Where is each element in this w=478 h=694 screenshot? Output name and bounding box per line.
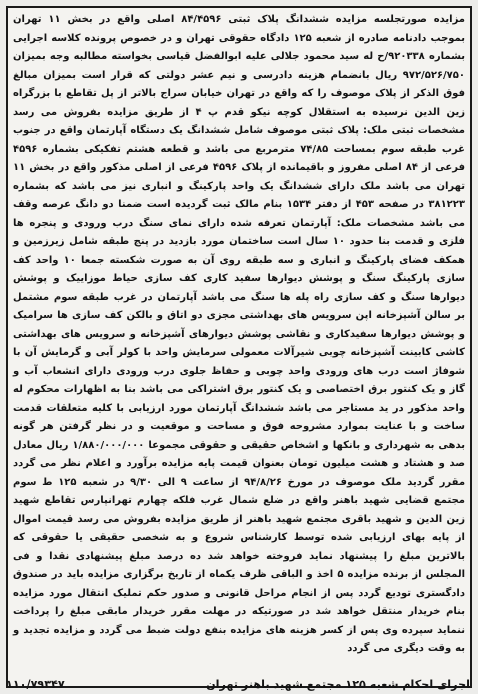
- notice-signature: اجرای احکام شعبه ۱۲۵ مجتمع شهید باهنر تهران: [206, 678, 470, 691]
- notice-code: ۱۱۰/۷۹۳۴۷: [6, 678, 65, 691]
- notice-body-text: مزایده صورتجلسه مزایده ششدانگ پلاک ثبتی ۸۴/۴۵۹۶ اصلی واقع در بخش ۱۱ تهران بموجب دادنامه صادره از شعبه ۱۲۵ دادگاه حقوقی تهران و در خصوص پرونده کلاسه اجرایی بشماره ۹۲۰۳۳۸/ح له سید محمود جلالی علیه ابوالفضل قیاسی بخواسته مطالبه وجه بمیزان ۹۷۲/۵۲۶/۷۵۰ ریال بانضمام هزینه دادرسی و نیم عشر دولتی که قرار است بمیزان مبالغ فوق الذکر از پلاک موصوف را که واقع در تهران خیابان سراج بالاتر از پل تقاطع با بزرگراه زین الدین نرسیده به استقلال کوچه نیکو قدم پ ۴ از طریق مزایده بفروش می رسد مشخصات ثبتی ملک: پلاک ثبتی موصوف شامل ششدانگ یک دستگاه آپارتمان واقع در جنوب غرب طبقه سوم بمساحت ۷۴/۸۵ مترمربع می باشد و قطعه هشتم تفکیکی بشماره ۴۵۹۶ فرعی از ۸۴ اصلی مفروز و باقیمانده از پلاک ۴۵۹۶ فرعی از اصلی مذکور واقع در بخش ۱۱ تهران می باشد ملک دارای ششدانگ یک واحد پارکینگ و انباری نیز می باشد که بشماره ۳۸۱۲۲۳ در صفحه ۴۵۳ از دفتر ۱۵۳۴ بنام مالک ثبت گردیده است ضمنا دو دانگ عرصه وقف می باشد مشخصات ملک: آپارتمان تعرفه شده دارای نمای سنگ درب ورودی و پنجره ها فلزی و قدمت بنا حدود ۱۰ سال است ساختمان مورد بازدید در پنج طبقه شامل زیرزمین و همکف فضای پارکینگ و انباری و سه طبقه روی آن به صورت شکسته جمعا ۱۰ واحد کف سازی پارکینگ سنگ و پوشش دیوارها سفید کاری کف سازی حیاط موزاییک و پوشش دیوارها سنگ و کف سازی راه پله ها سنگ می باشد آپارتمان در غرب طبقه سوم مشتمل بر سالن آشپزخانه اپن سرویس های بهداشتی مجزی دو اتاق و بالکن کف سازی ها سرامیک و پوشش دیوارها سفیدکاری و نقاشی پوشش دیوارهای آشپزخانه و سرویس های بهداشتی کاشی کابینت آشپزخانه چوبی شیرآلات معمولی سرمایش واحد با کولر آبی و گرمایش آن با شوفاژ است درب های ورودی واحد چوبی و حفاظ جلوی درب ورودی دارای انشعاب آب و گاز و یک کنتور برق اختصاصی و یک کنتور برق اشتراکی می باشد بنا به اظهارات محکوم له واحد مذکور در ید مستاجر می باشد ششدانگ آپارتمان مورد ارزیابی با کلیه متعلقات قدمت ساخت و با عنایت بموارد مشروحه فوق و مساحت و موقعیت و در نظر گرفتن هر گونه بدهی به شهرداری و بانکها و اشخاص حقیقی و حقوقی مجموعا ۱/۸۸۰/۰۰۰/۰۰۰ ریال معادل صد و هشتاد و هشت میلیون تومان بعنوان قیمت پایه مزایده برآورد و اعلام نظر می گردد مقرر گردید ملک موصوف در مورخ ۹۴/۸/۲۶ از ساعت ۹ الی ۹/۳۰ در شعبه ۱۲۵ ط سوم مجتمع قضایی شهید باهنر واقع در ضلع شمال غرب فلکه چهارم تهرانپارس تقاطع شهید زین الدین و شهید باقری مجتمع شهید باهنر از طریق مزایده بفروش می رسد قیمت اموال از پایه بهای ارزیابی شده توسط کارشناس شروع و به شخصی حقیقی یا حقوقی که بالاترین مبلغ را پیشنهاد نماید فروخته خواهد شد ده درصد مبلغ پیشنهادی نقدا و فی المجلس از برنده مزایده ۵ اخذ و الباقی ظرف یکماه از تاریخ برگزاری مزایده باید در صندوق دادگستری تودیع گردد پس از انجام مراحل قانونی و صدور حکم تملیک انتقال مورد مزایده بنام خریدار منتقل خواهد شد در صورتیکه در مهلت مقرر خریدار مابقی مبلغ را پرداخت ننماید سپرده وی پس از کسر هزینه های مزایده بنفع دولت ضبط می گردد و مزایده تجدید و به وقت دیگری می گردد: [13, 14, 466, 654]
- newspaper-notice: [6, 6, 472, 688]
- notice-footer: [6, 678, 470, 691]
